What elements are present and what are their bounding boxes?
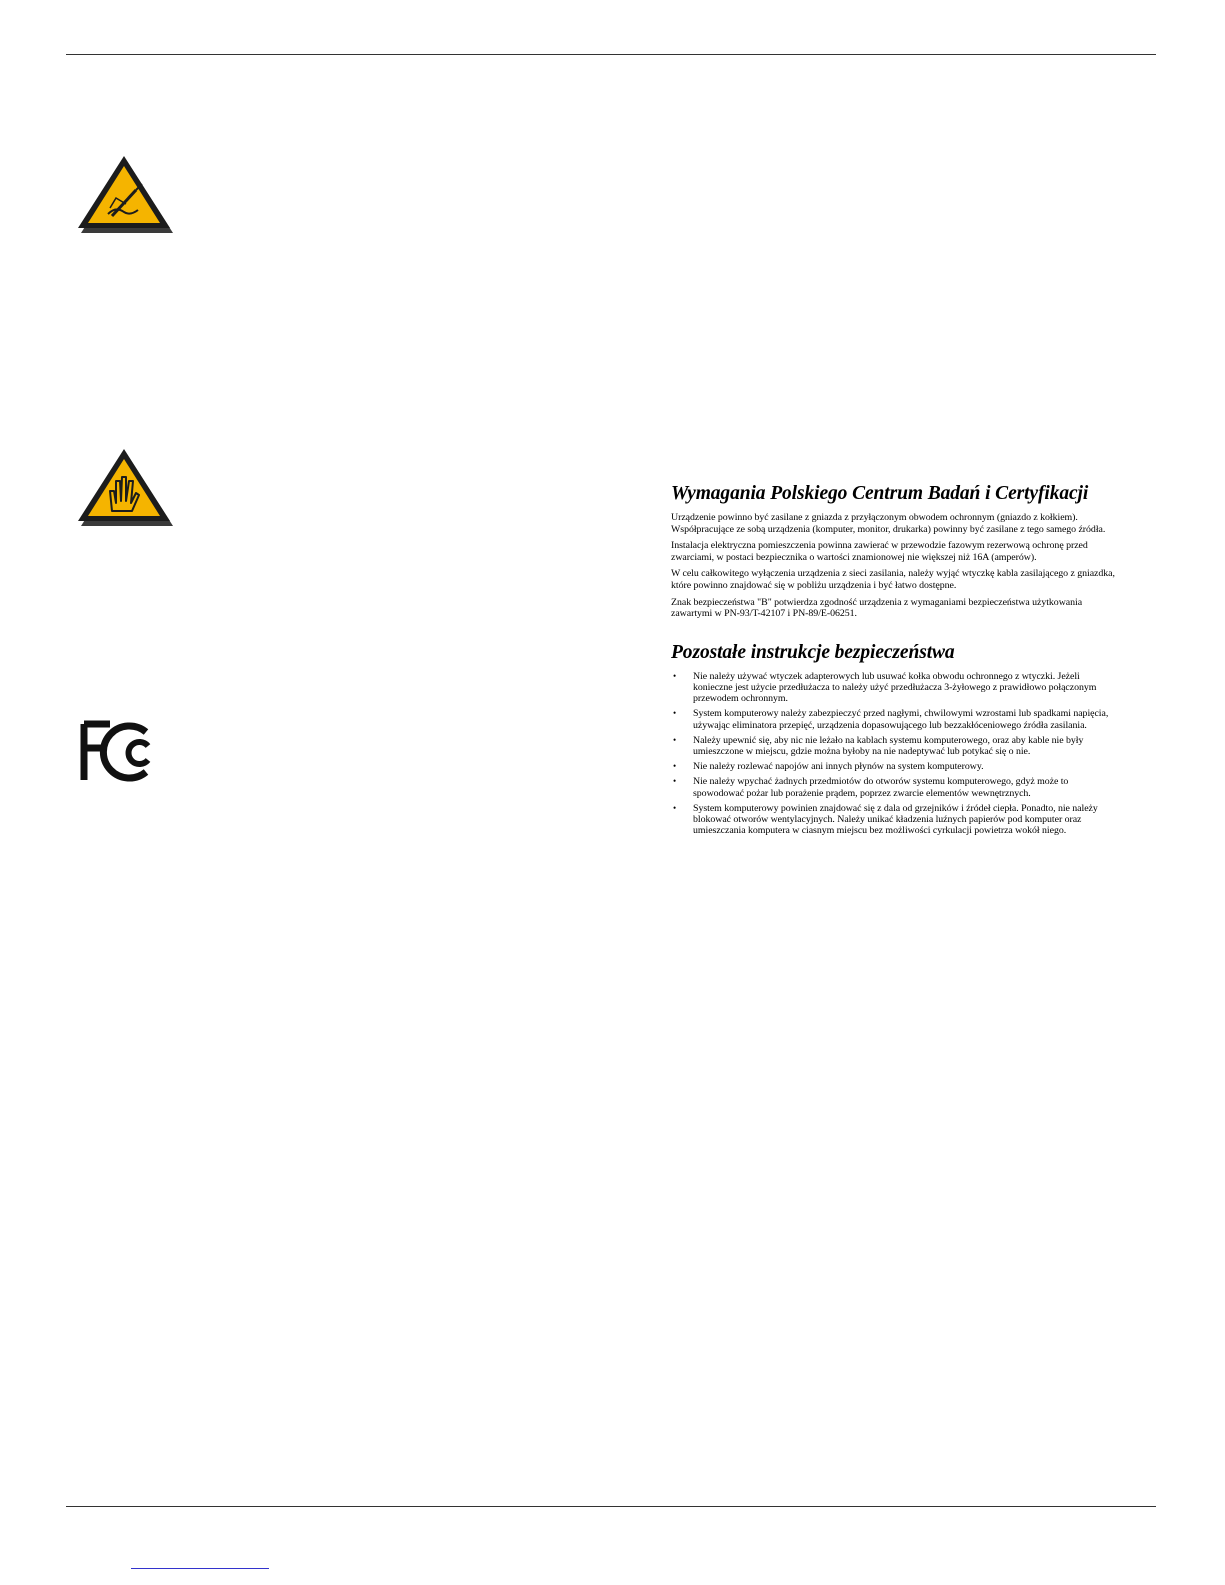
list-item (671, 671, 1121, 705)
bullet: • (673, 802, 677, 813)
section-heading-pcbc: Wymagania Polskiego Centrum Badań i Certyfikacji (671, 483, 1089, 504)
bullet: • (673, 670, 677, 681)
safety-list (671, 671, 1121, 837)
bullet: • (673, 776, 677, 787)
content-column (671, 483, 1121, 840)
bullet: • (673, 761, 677, 772)
footer-link-underline[interactable] (131, 1568, 269, 1569)
list-item-text: Nie należy używać wtyczek adapterowych lub usuwać kołka obwodu ochronnego z wtyczki. Jeżeli konieczne jest użycie przedłużacza to należy użyć przedłużacza 3-żyłowego z prawidłowo połączonym przewodem ochronnym. (693, 670, 1097, 705)
list-item (671, 776, 1121, 798)
list-item (671, 735, 1121, 757)
paragraph: Instalacja elektryczna pomieszczenia powinna zawierać w przewodzie fazowym rezerwową ochronę przed zwarciami, w postaci bezpiecznika o wartości znamionowej nie większej niż 16A (amperów). (671, 540, 1088, 563)
header-rule (66, 54, 1156, 55)
paragraph: Znak bezpieczeństwa "B" potwierdza zgodność urządzenia z wymaganiami bezpieczeństwa użytkowania zawartymi w PN-93/T-42107 i PN-89/E-06251. (671, 596, 1083, 620)
bullet: • (673, 708, 677, 719)
list-item-text: System komputerowy należy zabezpieczyć przed nagłymi, chwilowymi wzrostami lub spadkami napięcia, używając eliminatora przepięć, urządzenia dopasowującego lub bezzakłóceniowego źródła zasilania. (693, 708, 1109, 731)
footer-rule (66, 1506, 1156, 1507)
list-item (671, 761, 1121, 772)
paragraph: W celu całkowitego wyłączenia urządzenia z sieci zasilania, należy wyjąć wtyczkę kabla zasilającego z gniazdka, które powinno znajdować się w pobliżu urządzenia i być łatwo dostępne. (671, 568, 1115, 591)
list-item-text: System komputerowy powinien znajdować się z dala od grzejników i źródeł ciepła. Ponadto, nie należy blokować otworów wentylacyjnych. Należy unikać kładzenia luźnych papierów pod komputer oraz umieszczania komputera w ciasnym miejscu bez możliwości cyrkulacji powietrza wokół niego. (693, 802, 1098, 837)
hand-warning-icon (72, 445, 176, 529)
paragraph: Urządzenie powinno być zasilane z gniazda z przyłączonym obwodem ochronnym (gniazdo z kołkiem). Współpracujące ze sobą urządzenia (komputer, monitor, drukarka) powinny być zasilane z tego samego źródła. (671, 512, 1106, 535)
bullet: • (673, 734, 677, 745)
list-item-text: Nie należy rozlewać napojów ani innych płynów na system komputerowy. (693, 761, 984, 773)
list-item (671, 803, 1121, 837)
fcc-logo (80, 718, 162, 790)
list-item-text: Należy upewnić się, aby nic nie leżało na kablach systemu komputerowego, oraz aby kable nie były umieszczone w miejscu, gdzie można byłoby na nie nadeptywać lub potykać się o nie. (693, 734, 1084, 757)
section-heading-other-safety: Pozostałe instrukcje bezpieczeństwa (671, 641, 955, 663)
list-item (671, 708, 1121, 730)
list-item-text: Nie należy wpychać żadnych przedmiotów do otworów systemu komputerowego, gdyż może to spowodować pożar lub porażenie prądem, poprzez zwarcie elementów wewnętrznych. (693, 776, 1069, 799)
note-warning-icon (72, 152, 176, 236)
